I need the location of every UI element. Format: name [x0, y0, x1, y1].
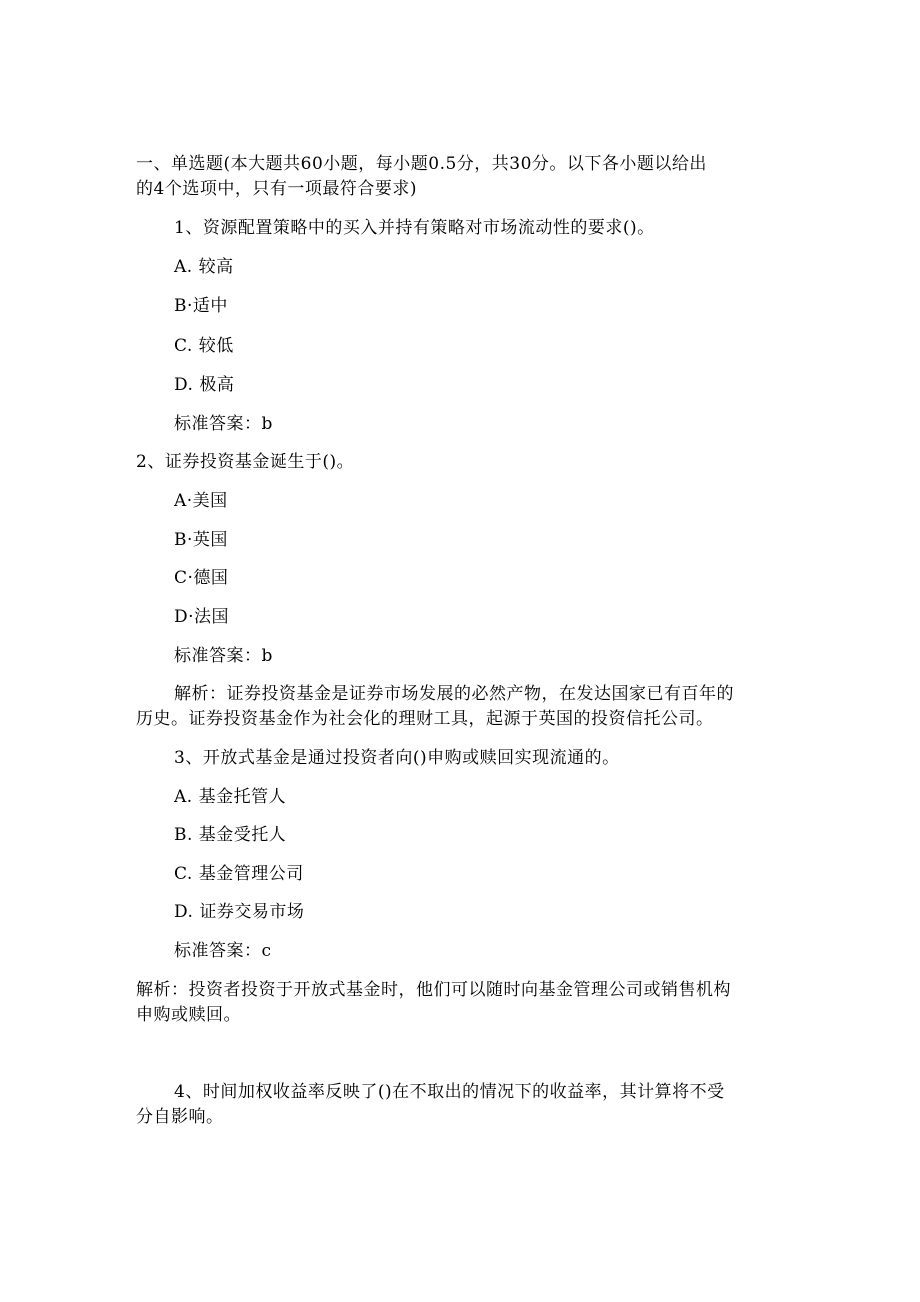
question-4-stem-line-2: 分自影响。: [136, 1107, 224, 1127]
question-2-answer: 标准答案：b: [174, 646, 273, 666]
question-1-option-c: C. 较低: [174, 336, 234, 356]
question-1-option-a: A. 较高: [174, 257, 234, 277]
section-heading-line-2: 的4个选项中，只有一项最符合要求): [136, 179, 417, 199]
question-3-analysis-line-1: 解析：投资者投资于开放式基金时，他们可以随时向基金管理公司或销售机构: [136, 980, 731, 1000]
question-2-analysis-line-1: 解析：证券投资基金是证券市场发展的必然产物，在发达国家已有百年的: [174, 684, 734, 704]
question-1-option-d: D. 极高: [174, 375, 235, 395]
section-heading-line-1: 一、单选题(本大题共60小题，每小题0.5分，共30分。以下各小题以给出: [136, 154, 707, 174]
question-2-option-d: D·法国: [174, 607, 230, 627]
question-2-stem: 2、证券投资基金诞生于()。: [136, 452, 355, 472]
question-3-option-c: C. 基金管理公司: [174, 864, 304, 884]
question-1-stem: 1、资源配置策略中的买入并持有策略对市场流动性的要求()。: [174, 218, 655, 238]
question-2-analysis-line-2: 历史。证券投资基金作为社会化的理财工具，起源于英国的投资信托公司。: [136, 709, 714, 729]
question-3-answer: 标准答案：c: [174, 941, 272, 961]
question-1-option-b: B·适中: [174, 296, 228, 316]
question-3-analysis-line-2: 申购或赎回。: [136, 1005, 241, 1025]
question-2-option-c: C·德国: [174, 568, 229, 588]
question-1-answer: 标准答案：b: [174, 414, 273, 434]
question-4-stem-line-1: 4、时间加权收益率反映了()在不取出的情况下的收益率，其计算将不受: [174, 1082, 725, 1102]
question-3-option-d: D. 证券交易市场: [174, 902, 305, 922]
question-3-option-a: A. 基金托管人: [174, 787, 287, 807]
question-2-option-b: B·英国: [174, 530, 228, 550]
question-3-stem: 3、开放式基金是通过投资者向()申购或赎回实现流通的。: [174, 748, 620, 768]
question-2-option-a: A·美国: [174, 491, 228, 511]
question-3-option-b: B. 基金受托人: [174, 825, 287, 845]
